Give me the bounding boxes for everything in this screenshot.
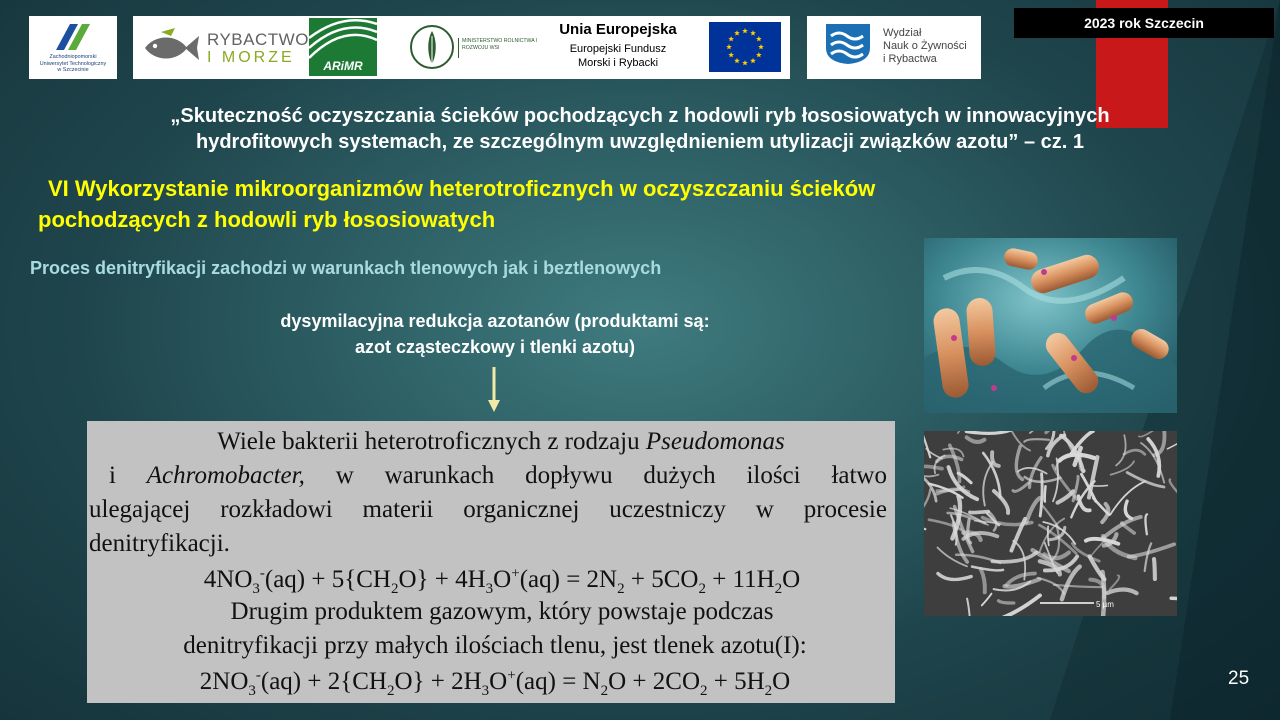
bacterial-filament [1154, 559, 1155, 579]
eu-star [734, 30, 740, 35]
funding-logos-strip [133, 16, 790, 79]
text-line-6: Drugim produktem gazowym, który powstaje podczas [230, 598, 774, 625]
text-line-1: Wiele bakterii heterotroficznych z rodzaju Pseudomonas [217, 428, 785, 455]
text-line-2: i Achromobacter, w warunkach dopływu dużych ilości łatwo [109, 462, 887, 489]
eu-title: Unia Europejska [559, 21, 677, 38]
arimr-logo-text: ARiMR [323, 59, 363, 73]
faculty-logo-icon [823, 22, 873, 66]
text-line-7: denitryfikacji przy małych ilościach tlenu, jest tlenek azotu(I): [183, 632, 807, 659]
eu-star [734, 58, 740, 63]
faculty-logo [807, 16, 981, 79]
eu-star [728, 36, 734, 41]
text-line-3: ulegającej rozkładowi materii organicznej uczestniczy w procesie [89, 496, 887, 523]
page-number: 25 [1228, 668, 1250, 689]
scale-bar-label: 5 µm [1096, 600, 1114, 609]
reduction-description: dysymilacyjna redukcja azotanów (produktami są: azot cząsteczkowy i tlenki azotu) [280, 311, 710, 357]
down-arrow-icon [486, 367, 502, 413]
date-badge: 2023 rok Szczecin [1014, 8, 1274, 38]
eu-star [742, 60, 748, 65]
faculty-logo-text: Wydział Nauk o Żywności i Rybactwa [883, 27, 967, 65]
denitrification-text-box [87, 421, 895, 703]
zut-logo [29, 16, 117, 79]
bacteria-photo-sem-image [924, 431, 1177, 616]
bacterial-filament [1091, 485, 1107, 486]
bacterial-filament [970, 512, 988, 513]
rim-logo-line2: I MORZE [207, 49, 295, 66]
process-description: Proces denitryfikacji zachodzi w warunkach tlenowych jak i beztlenowych [30, 258, 662, 278]
equation-1: $4NO_3^-(aq) + 5\{CH_2O\} + 4H_3O^+(aq) = 2N_2 + 5CO_2 + 11H_2O$ [203, 565, 801, 597]
eu-star [750, 58, 756, 63]
eu-star [728, 52, 734, 57]
equation-2: $2NO_3^-(aq) + 2\{CH_2O\} + 2H_3O^+(aq) = N_2O + 2CO_2 + 5H_2O$ [199, 667, 791, 699]
bacteria-photo-colored-image [924, 238, 1177, 413]
fish-icon [141, 26, 203, 70]
text-line-4: denitryfikacji. [89, 530, 230, 557]
eu-star [726, 44, 732, 49]
bacteria-photo-sem [924, 431, 1177, 616]
ministry-logo-text: MINISTERSTWO ROLNICTWA I ROZWOJU WSI [458, 38, 547, 58]
arimr-logo-icon [309, 18, 377, 60]
eu-star [756, 36, 762, 41]
bacterial-filament [1045, 486, 1046, 501]
slide-title: „Skuteczność oczyszczania ścieków pochodzących z hodowli ryb łososiowatych w innowacyjnych hydrofitowych systemach, ze szczególnym uwzględnieniem utylizacji związków azotu” – cz. 1 [170, 105, 1110, 153]
zut-logo-icon [52, 22, 94, 52]
eu-star [750, 30, 756, 35]
eu-subtitle: Europejski Fundusz Morski i Rybacki [569, 43, 667, 69]
zut-logo-text: Zachodniopomorski Uniwersytet Technologiczny w Szczecinie [39, 54, 107, 73]
bacteria-photo-colored [924, 238, 1177, 413]
bacterial-filament [1103, 572, 1105, 616]
ministry-emblem-icon [409, 22, 455, 72]
eu-star [756, 52, 762, 57]
rim-logo-line1: RYBACTWO [207, 30, 309, 49]
arimr-logo [309, 18, 377, 76]
section-heading: VI Wykorzystanie mikroorganizmów heterotroficznych w oczyszczaniu ścieków pochodzących z hodowli ryb łososiowatych [38, 176, 876, 232]
eu-flag-icon [709, 22, 781, 72]
eu-star [742, 28, 748, 33]
eu-star [758, 44, 764, 49]
